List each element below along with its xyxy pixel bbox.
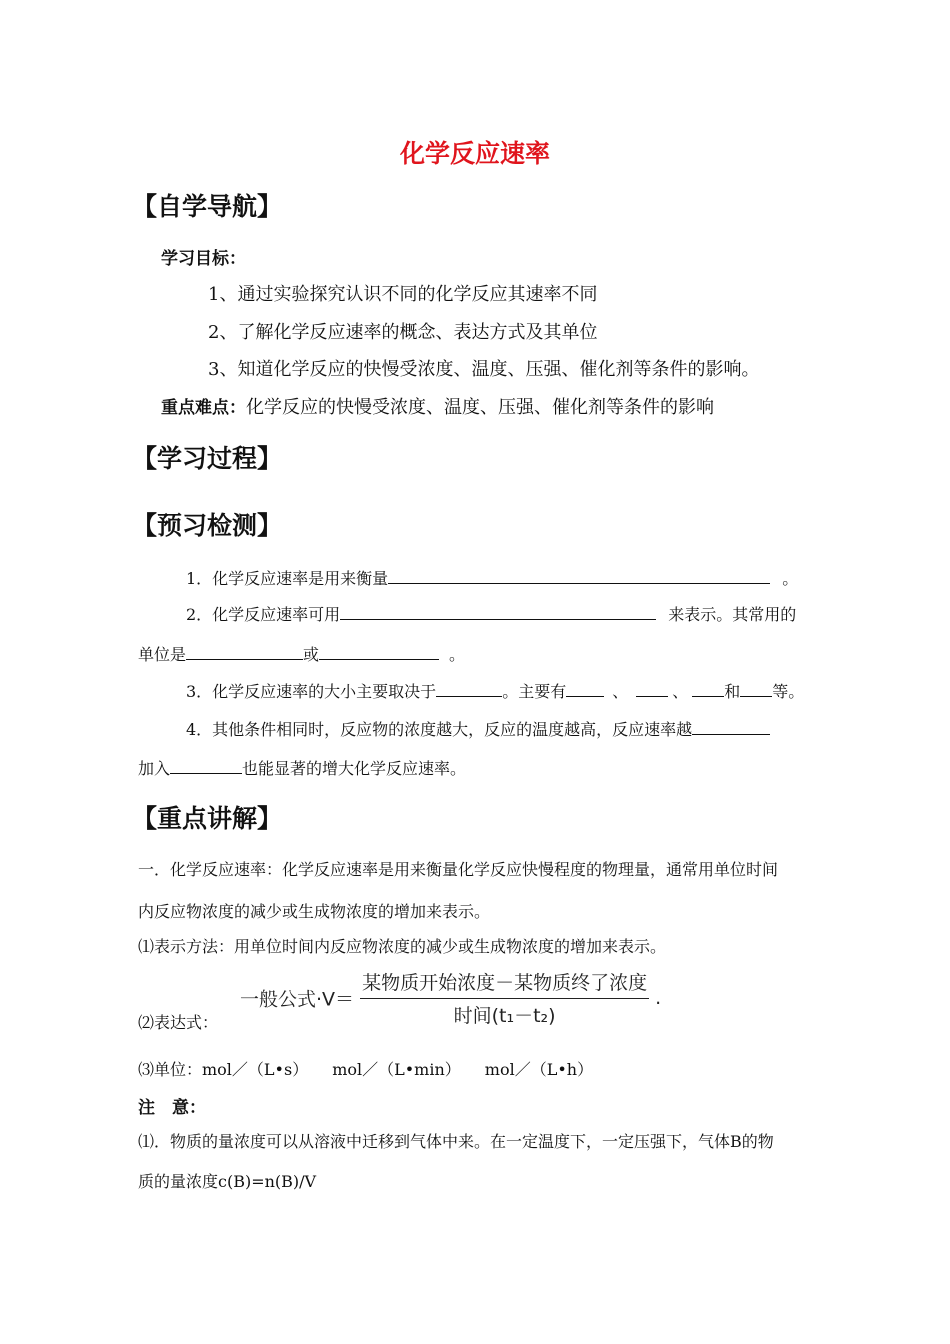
expression-method-line: ⑴表示方法：用单位时间内反应物浓度的减少或生成物浓度的增加来表示。 <box>138 937 667 956</box>
question-4-blank-1[interactable] <box>692 716 770 735</box>
question-3-end: 等。 <box>772 682 805 701</box>
question-3 <box>186 678 804 702</box>
question-1-end: 。 <box>782 569 799 588</box>
question-1-blank[interactable] <box>388 565 770 584</box>
question-3-blank-4[interactable] <box>692 678 724 697</box>
question-4-blank-2[interactable] <box>170 755 242 774</box>
question-3-text: 3．化学反应速率的大小主要取决于 <box>186 682 437 701</box>
formula-denominator: 时间(t₁－t₂) <box>453 1005 556 1027</box>
formula-tail: . <box>655 987 662 1009</box>
units-line: ⑶单位：mol／（L•s） mol／（L•min） mol／（L•h） <box>138 1060 594 1079</box>
note-1-line-2: 质的量浓度c(B)=n(B)/V <box>138 1172 317 1191</box>
goal-item-3: 3、知道化学反应的快慢受浓度、温度、压强、催化剂等条件的影响。 <box>208 359 760 380</box>
note-1-line-1: ⑴．物质的量浓度可以从溶液中迁移到气体中来。在一定温度下，一定压强下，气体B的物 <box>138 1132 774 1151</box>
question-3-sep-1: 、 <box>612 682 629 701</box>
explanation-line-2: 内反应物浓度的减少或生成物浓度的增加来表示。 <box>138 902 491 921</box>
question-2-line-1 <box>186 601 796 625</box>
question-3-sep-2: 、 <box>672 682 689 701</box>
key-points-label: 重点难点： <box>161 398 246 418</box>
question-2-text-4: 或 <box>303 645 320 664</box>
note-label: 注 意： <box>138 1098 206 1118</box>
question-3-text-3: 和 <box>724 682 741 701</box>
question-2-line-2 <box>138 641 465 665</box>
question-3-text-2: 。主要有 <box>502 682 567 701</box>
question-3-blank-3[interactable] <box>636 678 668 697</box>
section-process-heading: 【学习过程】 <box>132 444 283 473</box>
section-self-study-heading: 【自学导航】 <box>132 192 283 221</box>
question-2-blank-3[interactable] <box>319 641 439 660</box>
question-3-blank-5[interactable] <box>740 678 772 697</box>
question-2-blank-1[interactable] <box>340 601 656 620</box>
formula-lhs: 一般公式·V＝ <box>240 988 355 1011</box>
explanation-line-1: 一．化学反应速率：化学反应速率是用来衡量化学反应快慢程度的物理量，通常用单位时间 <box>138 860 779 879</box>
question-3-blank-2[interactable] <box>566 678 604 697</box>
question-2-end: 。 <box>449 645 466 664</box>
question-3-blank-1[interactable] <box>436 678 502 697</box>
goal-item-2: 2、了解化学反应速率的概念、表达方式及其单位 <box>208 322 598 343</box>
question-1-text: 1．化学反应速率是用来衡量 <box>186 569 389 588</box>
section-key-explanation-heading: 【重点讲解】 <box>132 804 283 833</box>
formula-numerator: 某物质开始浓度－某物质终了浓度 <box>360 968 649 999</box>
formula-fraction <box>360 968 649 1028</box>
question-2-blank-2[interactable] <box>186 641 303 660</box>
expression-label: ⑵表达式： <box>138 1013 219 1032</box>
key-points-line <box>161 393 714 419</box>
rate-formula <box>240 968 661 1028</box>
question-2-text-2: 来表示。其常用的 <box>668 605 797 624</box>
question-4-text: 4．其他条件相同时，反应物的浓度越大，反应的温度越高，反应速率越 <box>186 720 693 739</box>
key-points-text: 化学反应的快慢受浓度、温度、压强、催化剂等条件的影响 <box>246 397 714 418</box>
question-4-line-2 <box>138 755 466 779</box>
goal-item-1: 1、通过实验探究认识不同的化学反应其速率不同 <box>208 284 598 305</box>
question-4-text-2: 加入 <box>138 759 171 778</box>
question-4-end: 也能显著的增大化学反应速率。 <box>242 759 467 778</box>
question-4-line-1 <box>186 716 770 740</box>
page-title: 化学反应速率 <box>399 139 550 168</box>
question-2-text-3: 单位是 <box>138 645 187 664</box>
question-1 <box>186 565 798 589</box>
section-preview-heading: 【预习检测】 <box>132 511 283 540</box>
learning-goals-label: 学习目标： <box>161 249 246 269</box>
question-2-text: 2．化学反应速率可用 <box>186 605 341 624</box>
